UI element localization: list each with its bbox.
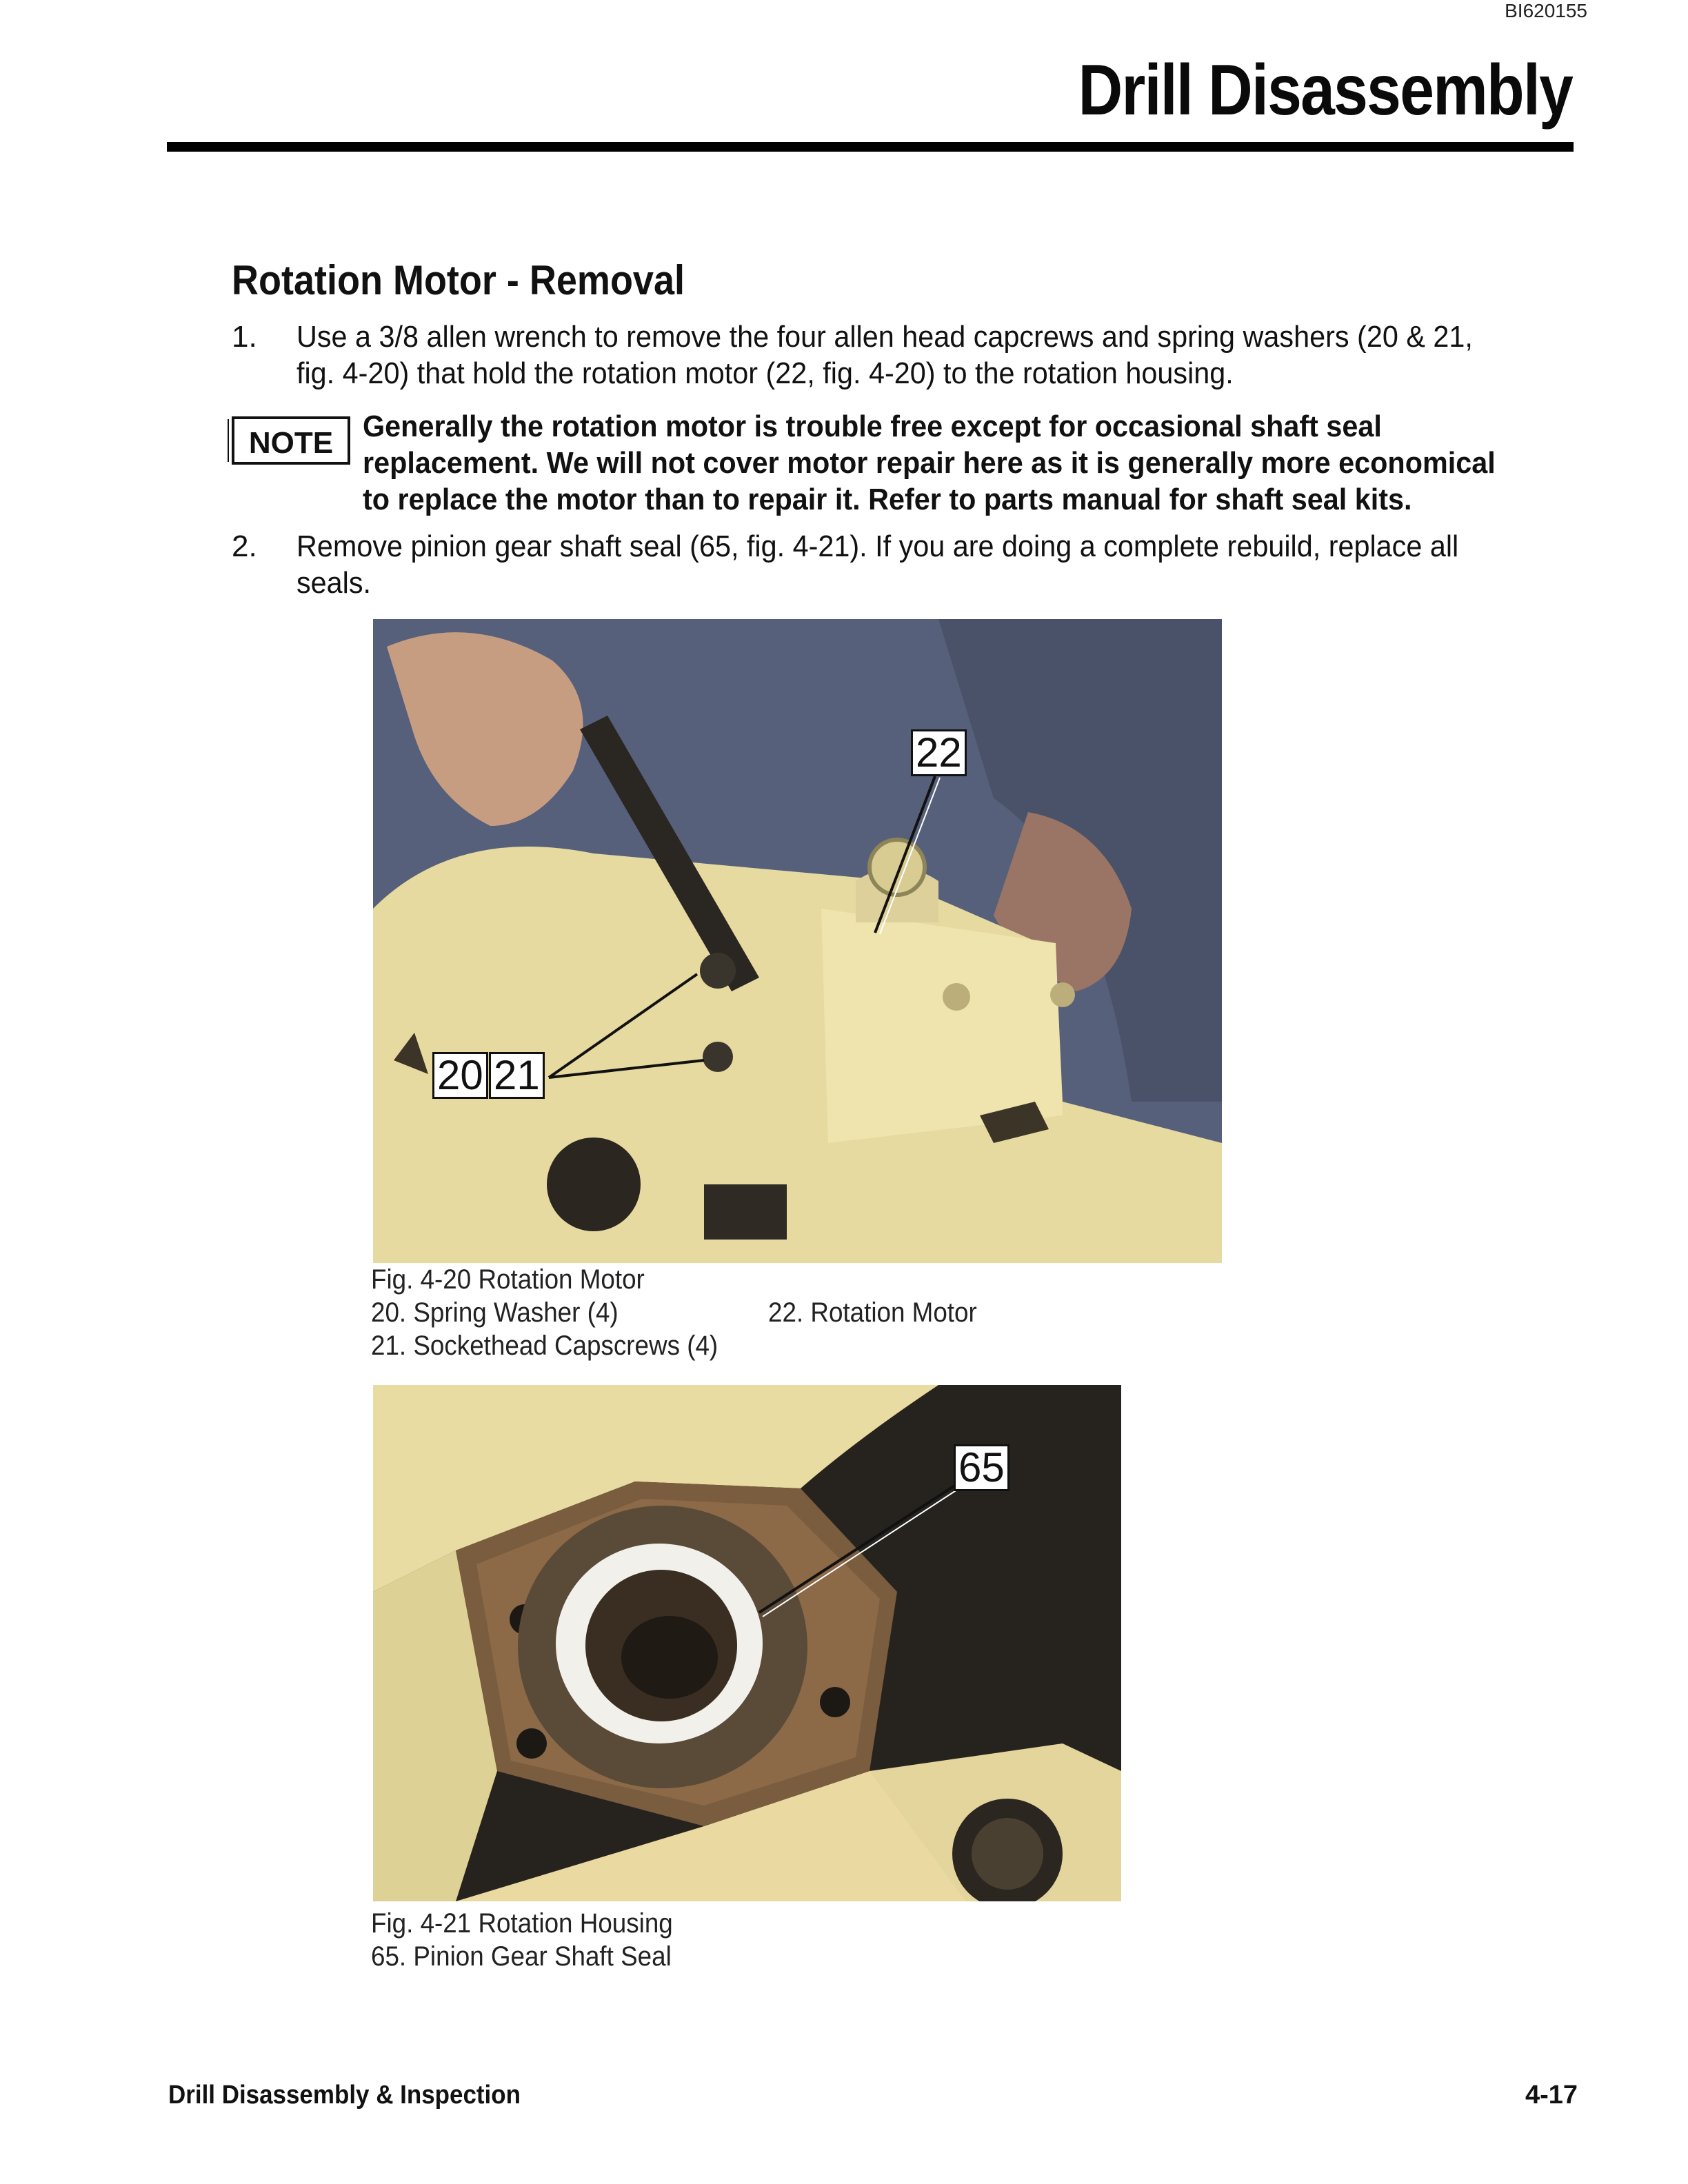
title-rule — [167, 142, 1574, 152]
callout-21: 21 — [489, 1052, 545, 1099]
figure-rotation-motor-photo — [373, 619, 1222, 1263]
page-number: 4-17 — [1525, 2081, 1578, 2110]
figure-caption-title: Fig. 4-20 Rotation Motor — [371, 1264, 645, 1295]
footer-section-title: Drill Disassembly & Inspection — [168, 2081, 521, 2110]
figure-legend-item: 20. Spring Washer (4) — [371, 1297, 619, 1328]
step-number: 2. — [232, 529, 257, 563]
callout-65: 65 — [954, 1444, 1009, 1491]
document-id: BI620155 — [1505, 0, 1587, 21]
callout-22: 22 — [911, 729, 967, 776]
figure-caption-title: Fig. 4-21 Rotation Housing — [371, 1908, 673, 1939]
page-title: Drill Disassembly — [1078, 50, 1572, 130]
step-number: 1. — [232, 320, 257, 354]
rotation-motor-illustration — [373, 619, 1222, 1263]
note-text: Generally the rotation motor is trouble free except for occasional shaft seal replacement. We will not cover motor repair here as it is generally more economical to replace the motor than to repair it. Refer to parts manual for shaft seal kits. — [363, 410, 1496, 516]
figure-legend-item: 22. Rotation Motor — [768, 1297, 977, 1328]
callout-20: 20 — [432, 1052, 488, 1099]
figure-legend-item: 21. Sockethead Capscrews (4) — [371, 1331, 719, 1361]
step-1 — [232, 318, 1583, 394]
step-text: Use a 3/8 allen wrench to remove the four allen head capcrews and spring washers (20 & 21, fig. 4-20) that hold the rotation motor (22, fig. 4-20) to the rotation housing. — [297, 320, 1473, 390]
section-heading: Rotation Motor - Removal — [232, 257, 685, 303]
note-badge: NOTE — [232, 416, 350, 465]
figure-rotation-housing-photo — [373, 1385, 1121, 1901]
figure-legend-item: 65. Pinion Gear Shaft Seal — [371, 1941, 672, 1972]
step-text: Remove pinion gear shaft seal (65, fig. 4-21). If you are doing a complete rebuild, replace all seals. — [297, 529, 1459, 600]
step-2 — [232, 528, 1583, 600]
